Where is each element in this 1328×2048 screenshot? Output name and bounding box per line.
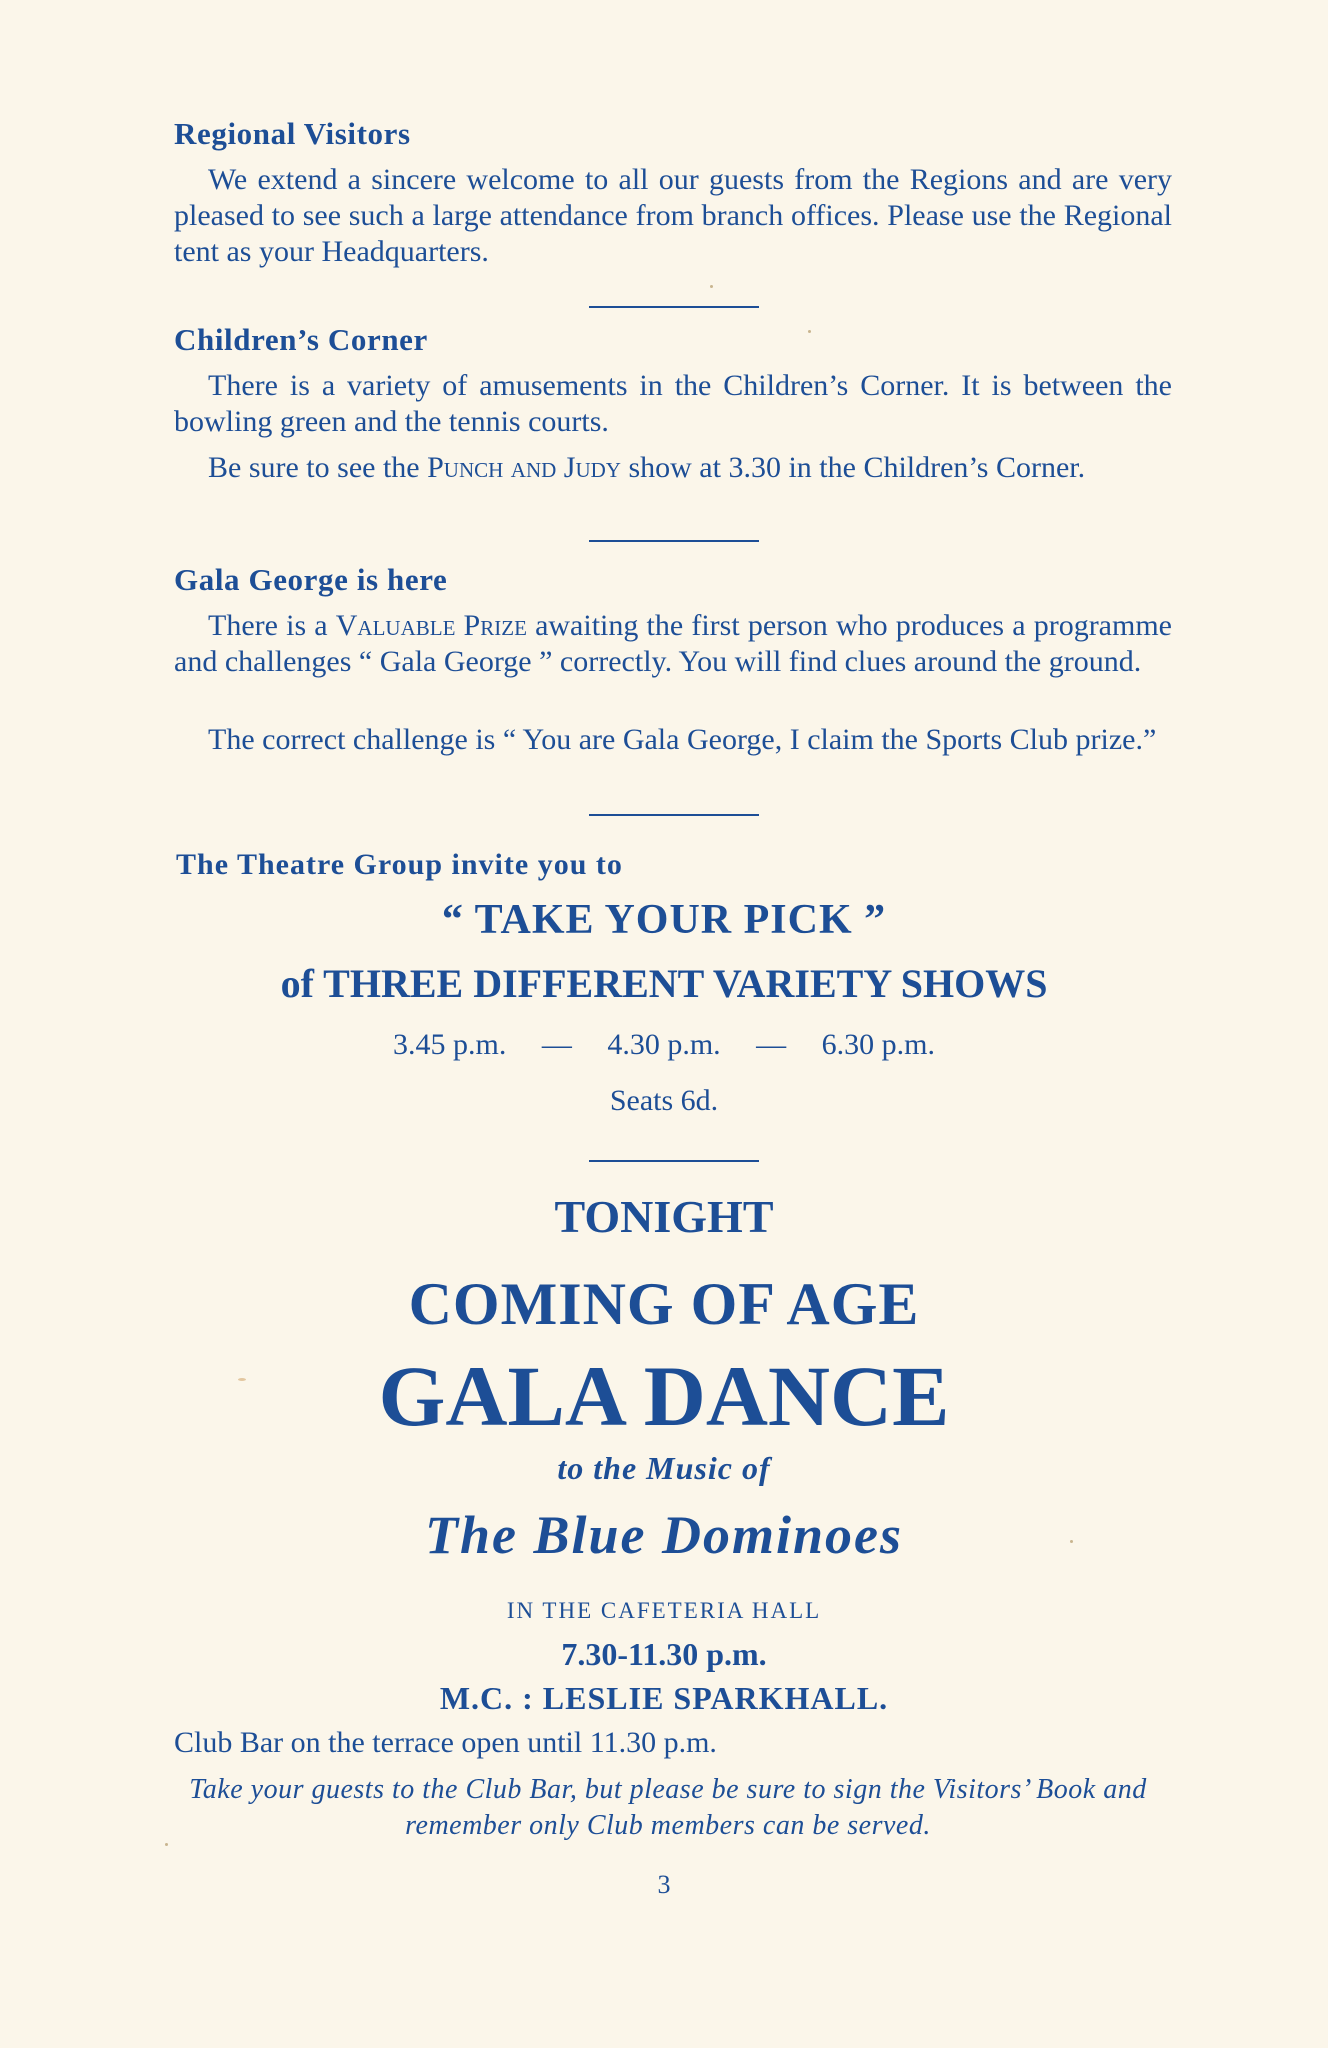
divider xyxy=(589,306,759,308)
variety-shows-subtitle: of THREE DIFFERENT VARIETY SHOWS xyxy=(280,961,1048,1006)
regional-body: We extend a sincere welcome to all our guests from the Regions and are very pleased to see such a large attendance from branch offices. Please use the Regional tent as your Headquarters. xyxy=(174,163,1172,268)
gala-george-body-1 xyxy=(174,608,1172,680)
punch-and-judy-text: Punch and Judy xyxy=(427,451,621,484)
gala-dance-heading: GALA DANCE xyxy=(378,1348,950,1444)
music-of-text: to the Music of xyxy=(557,1450,771,1486)
paper-speck xyxy=(710,285,713,288)
gala-george-text-end: awaiting the first person who produces a programme and challenges “ Gala George ” correctly. You will find clues around the ground. xyxy=(174,609,1172,678)
show-time-2: 4.30 p.m. xyxy=(607,1028,721,1061)
theatre-intro: The Theatre Group invite you to xyxy=(176,848,623,881)
paper-speck xyxy=(808,330,811,333)
dash: — xyxy=(541,1028,572,1061)
show-time-3: 6.30 p.m. xyxy=(821,1028,936,1061)
page-number: 3 xyxy=(657,1870,671,1899)
dash: — xyxy=(756,1028,787,1061)
divider xyxy=(589,814,759,816)
take-your-pick-title: “ TAKE YOUR PICK ” xyxy=(441,897,887,943)
dance-hours: 7.30-11.30 p.m. xyxy=(561,1636,767,1672)
divider xyxy=(589,540,759,542)
children-body-2-text-end: show at 3.30 in the Children’s Corner. xyxy=(620,451,1086,484)
club-bar-note: Take your guests to the Club Bar, but please be sure to sign the Visitors’ Book and remember only Club members can be served. xyxy=(189,1774,1147,1841)
band-name: The Blue Dominoes xyxy=(424,1505,904,1565)
gala-george-text: There is a xyxy=(208,609,336,642)
gala-george-body-2: The correct challenge is “ You are Gala George, I claim the Sports Club prize.” xyxy=(208,723,1157,756)
show-time-1: 3.45 p.m. xyxy=(392,1028,507,1061)
show-times xyxy=(0,1028,1328,1062)
mc-name: M.C. : LESLIE SPARKHALL. xyxy=(439,1680,889,1716)
coming-of-age-heading: COMING OF AGE xyxy=(408,1271,920,1337)
divider xyxy=(589,1160,759,1162)
children-body-1: There is a variety of amusements in the Children’s Corner. It is between the bowling green and the tennis courts. xyxy=(174,369,1172,438)
gala-george-heading: Gala George is here xyxy=(174,562,448,597)
children-body-2 xyxy=(174,450,1172,486)
seats-price: Seats 6d. xyxy=(609,1084,719,1117)
venue-text: IN THE CAFETERIA HALL xyxy=(506,1598,822,1623)
regional-heading: Regional Visitors xyxy=(174,116,411,151)
tonight-heading: TONIGHT xyxy=(554,1191,774,1242)
valuable-prize-text: Valuable Prize xyxy=(335,609,527,642)
club-bar-text: Club Bar on the terrace open until 11.30 p.m. xyxy=(174,1726,717,1759)
children-body-2-text: Be sure to see the xyxy=(208,451,428,484)
children-heading: Children’s Corner xyxy=(174,322,428,357)
